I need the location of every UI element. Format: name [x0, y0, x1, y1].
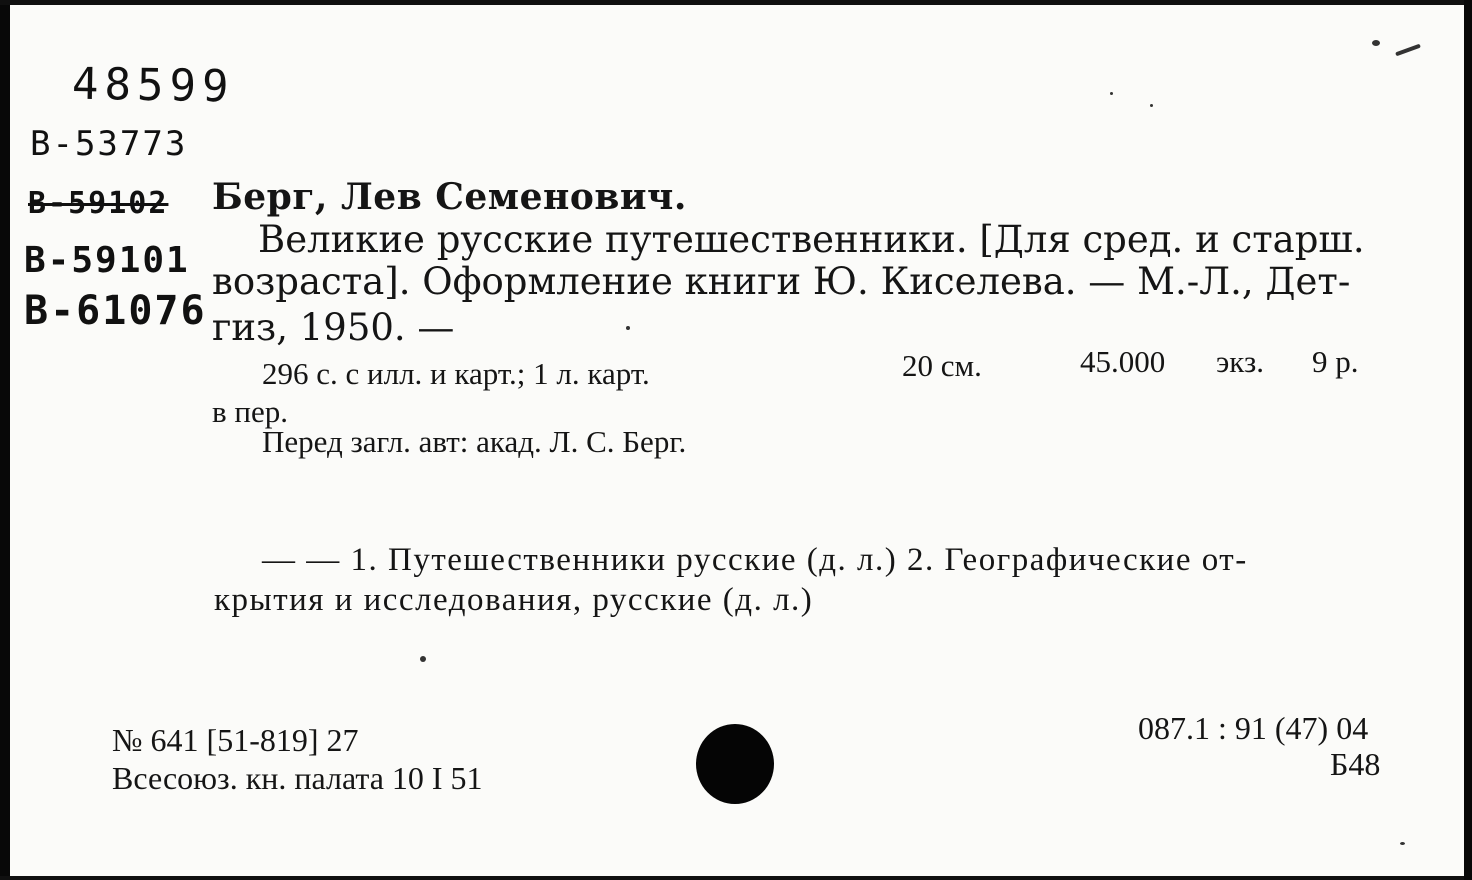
subject-line-1: — — 1. Путешественники русские (д. л.) 2. Географические от- [262, 542, 1248, 578]
punch-hole [696, 724, 774, 804]
collation-size: 20 см. [902, 348, 982, 383]
ink-speck [420, 656, 426, 662]
classification-code: 087.1 : 91 (47) 04 [1138, 710, 1369, 746]
author-heading: Берг, Лев Семенович. [212, 176, 687, 218]
shelf-mark-4: В-61076 [24, 288, 207, 334]
collation-copies: 45.000 [1080, 344, 1166, 379]
ink-speck [1110, 92, 1113, 95]
collation-copies-unit: экз. [1216, 344, 1264, 379]
shelf-mark-3: В-59101 [24, 240, 190, 281]
card-top-edge [0, 0, 1472, 5]
title-line-1: Великие русские путешественники. [Для сред. и старш. [258, 218, 1365, 261]
ink-speck [626, 326, 630, 330]
accession-number: 48599 [71, 58, 235, 113]
card-number: № 641 [51-819] 27 [112, 722, 359, 758]
ink-speck [1372, 40, 1380, 46]
collation-price: 9 р. [1312, 344, 1359, 379]
ink-speck [1150, 104, 1153, 107]
author-note: Перед загл. авт: акад. Л. С. Берг. [262, 424, 687, 459]
title-line-2: возраста]. Оформление книги Ю. Киселева. — М.-Л., Дет- [212, 260, 1351, 303]
shelf-mark-2-crossed: В-59102 [28, 186, 169, 221]
collation-binding: в пер. [212, 394, 288, 429]
publisher-line: Всесоюз. кн. палата 10 I 51 [112, 760, 483, 796]
author-mark: Б48 [1330, 746, 1381, 782]
card-bottom-edge [0, 876, 1472, 880]
subject-line-2: крытия и исследования, русские (д. л.) [214, 582, 814, 618]
title-line-3: гиз, 1950. — [212, 306, 455, 349]
shelf-mark-1: В-53773 [30, 124, 188, 164]
collation-pages: 296 с. с илл. и карт.; 1 л. карт. [262, 356, 650, 391]
ink-speck [1395, 44, 1421, 57]
ink-speck [1400, 842, 1405, 845]
